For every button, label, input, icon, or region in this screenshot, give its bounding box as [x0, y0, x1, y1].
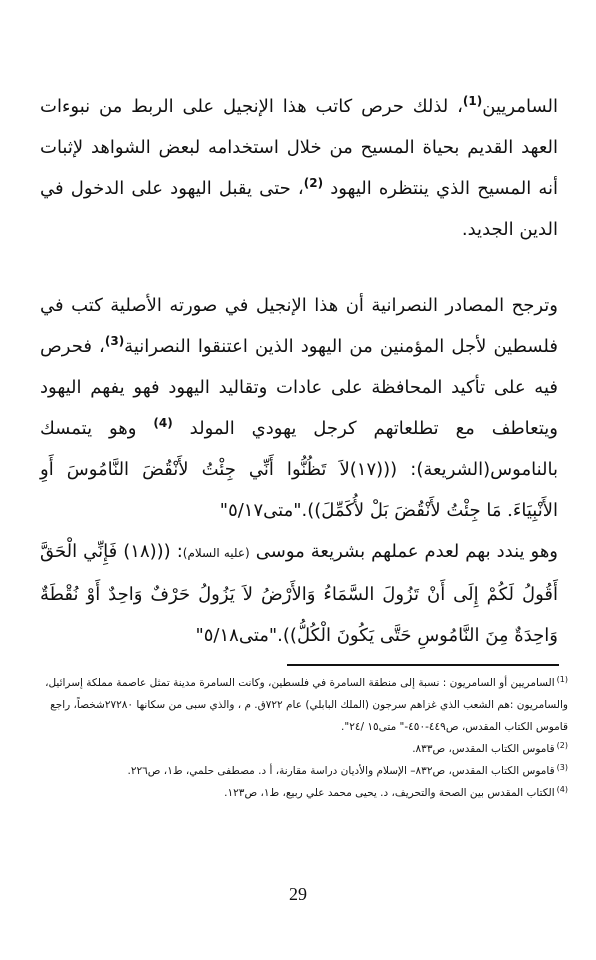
- text-run: وترجح المصادر النصرانية أن هذا الإنجيل في صورته الأصلية كتب في فلسطين لأجل المؤمنين من اليهود الذين اعتنقوا النصرانية: [40, 295, 558, 357]
- text-run: ، حتى يقبل اليهود على الدخول في الدين الجديد.: [40, 178, 558, 240]
- blessing-phrase: (عليه السلام): [182, 546, 250, 560]
- footnote-number: (3): [556, 762, 568, 772]
- paragraph-1: [40, 86, 558, 250]
- footnotes: [40, 672, 568, 804]
- text-run: ))."متى٥/١٧": [219, 500, 322, 521]
- footnote-text: السامريين أو السامريون : نسبة إلى منطقة السامرة في فلسطين، وكانت السامرة مدينة تمثل عاصمة مملكة إسرائيل، والسامريون :هم الشعب الذي غزاهم سرجون (الملك البابلي) عام ٧٢٢ق. م ، والذي سبى من سكانها ٢٧٢٨٠شخصاً، راجع قاموس الكتاب المقدس، ص٤٤٩-٤٥٠-" متى١٥ /٢٤".: [45, 677, 568, 733]
- footnote-marker: (1): [462, 94, 483, 108]
- scripture-quote: فَإِنِّي الْحَقَّ أَقُولُ لَكُمْ إِلَى أَنْ تَزُولَ السَّمَاءُ وَالأَرْضُ لاَ يَزُولُ حَرْفٌ وَاحِدٌ أَوْ نُقْطَةٌ وَاحِدَةٌ مِنَ النَّامُوسِ حَتَّى يَكُونَ الْكُلُّ: [40, 541, 558, 646]
- text-run: السامريين: [482, 96, 558, 117]
- footnote-marker: (4): [153, 416, 173, 430]
- text-run: : (((١٨): [117, 541, 183, 562]
- footnote-number: (4): [556, 784, 568, 794]
- text-run: ))."متى٥/١٨": [195, 625, 297, 646]
- footnote-number: (1): [556, 674, 568, 684]
- footnote-number: (2): [556, 740, 568, 750]
- footnote-marker: (3): [104, 334, 125, 348]
- main-text: [40, 86, 558, 656]
- footnote-text: قاموس الكتاب المقدس، ص٨٣٣.: [412, 743, 555, 755]
- footnote-2: [40, 738, 568, 760]
- text-run: ، لذلك حرص كاتب هذا الإنجيل على الربط من نبوءات العهد القديم بحياة المسيح من خلال استخدامه لبعض الشواهد لإثبات أنه المسيح الذي ينتظره اليهود: [40, 96, 559, 199]
- footnote-marker: (2): [303, 176, 324, 190]
- paragraph-2: [40, 285, 558, 531]
- scripture-quote: لاَ تَظُنُّوا أَنِّي جِئْتُ لأَنْقُضَ النَّامُوسَ أَوِ الأَنْبِيَاءَ. مَا جِئْتُ لأَنْقُضَ بَلْ لأُكَمِّلَ: [40, 459, 558, 521]
- text-run: ، فحرص فيه على تأكيد المحافظة على عادات وتقاليد اليهود فهو يفهم اليهود ويتعاطف مع تطلعاتهم كرجل يهودي المولد: [40, 336, 558, 439]
- paragraph-3: [40, 531, 558, 656]
- text-run: وهو يندد بهم لعدم عملهم بشريعة موسى: [249, 541, 559, 562]
- text-run: وهو يتمسك بالناموس(الشريعة): (((١٧): [40, 418, 558, 480]
- footnote-1: [40, 672, 568, 738]
- footnote-4: [40, 782, 568, 804]
- footnote-text: قاموس الكتاب المقدس، ص٨٣٢– الإسلام والأديان دراسة مقارنة، أ د. مصطفى حلمي، ط١، ص٢٢٦.: [127, 765, 555, 777]
- footnote-3: [40, 760, 568, 782]
- page-number: 29: [289, 884, 307, 904]
- footnote-separator: [287, 664, 559, 666]
- footnote-text: الكتاب المقدس بين الصحة والتحريف، د. يحيى محمد علي ربيع، ط١، ص١٢٣.: [224, 787, 555, 799]
